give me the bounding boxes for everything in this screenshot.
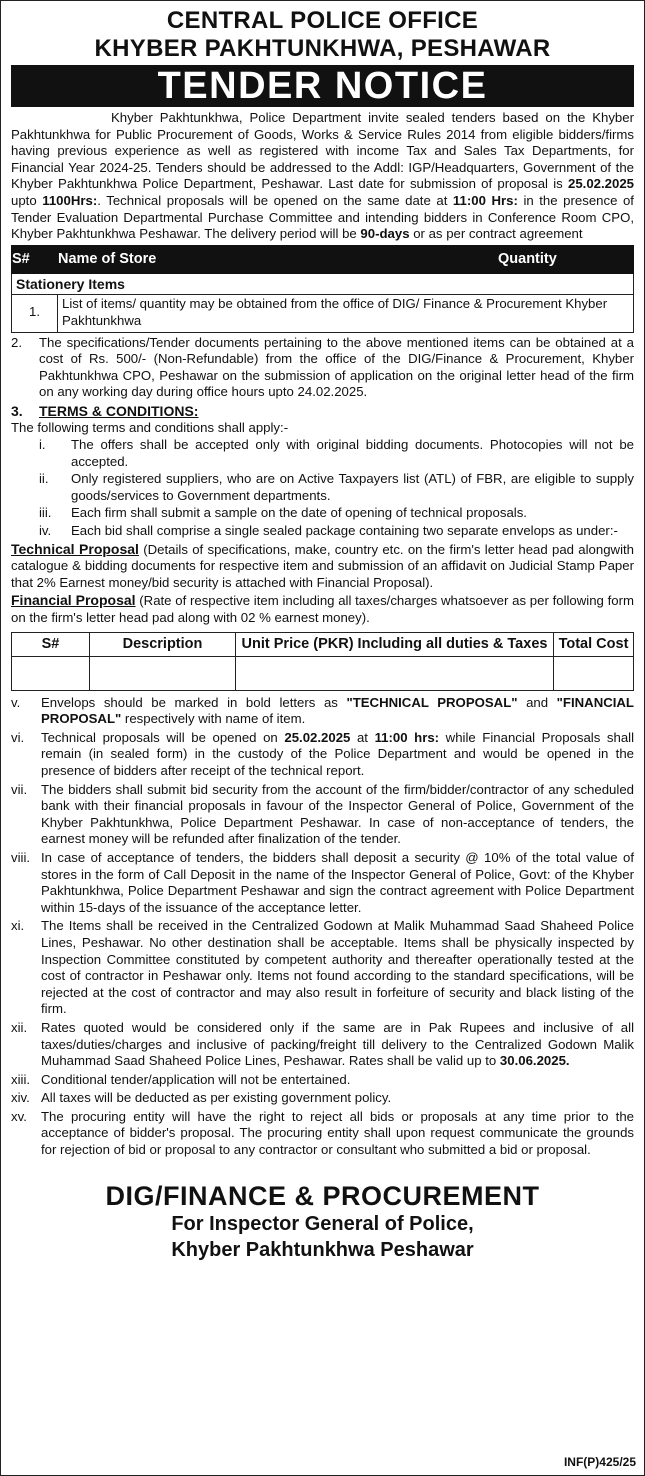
office-location: KHYBER PAKHTUNKHWA, PESHAWAR (94, 35, 551, 62)
conditions-list (11, 695, 634, 1159)
list-item: iii. Each firm shall submit a sample on the date of opening of technical proposals. (39, 505, 527, 521)
list-item: xv. The procuring entity will have the right to reject all bids or proposals at any time prior to the acceptance of bidder's proposal. The procuring entity shall upon request communicate the grounds for rejection of bid or proposal to any contractor or consultant who submitted a bid or proposal. (11, 1108, 634, 1158)
section-label: Stationery Items (12, 273, 634, 295)
item-2 (11, 335, 634, 401)
list-item: iv. Each bid shall comprise a single sealed package containing two separate envelops as under:- (39, 523, 618, 539)
reference-number: INF(P)425/25 (563, 1455, 636, 1469)
list-item: vii. The bidders shall submit bid security from the account of the firm/bidder/contractor of any scheduled bank with their financial proposals in favour of the Inspector General of Police, Government of the Khyber Pakhtunkhwa, Police Department Peshawar. In case of non-acceptance of tenders, the earnest money will be refunded after finalization of the tender. (11, 781, 634, 847)
list-item: v. Envelops should be marked in bold letters as "TECHNICAL PROPOSAL" and "FINANCIAL PROPOSAL" respectively with name of item. (11, 694, 634, 727)
signatory-on-behalf: For Inspector General of Police, (171, 1212, 474, 1235)
list-item: xiii. Conditional tender/application will not be entertained. (11, 1071, 351, 1087)
section-row (12, 273, 634, 295)
financial-proposal: Financial Proposal (Rate of respective item including all taxes/charges whatsoever as per following form on the firm's letter head pad along with 02 % earnest money). (11, 592, 634, 626)
list-item: xi. The Items shall be received in the Centralized Godown at Malik Muhammad Saad Shaheed Police Lines, Peshawar. No other destination shall be acceptable. Items shall be physically inspected by Inspection Committee constituted by competent authority and thereafter operationally tested at the cost of contractor in Peshawar only. Items not found according to the standard specifications, will be rejected at the cost of contractor and may also result in forfeiture of security and black listing of the firm. (11, 918, 634, 1017)
list-item: vi. Technical proposals will be opened on 25.02.2025 at 11:00 hrs: while Financial Proposals shall remain (in sealed form) in the custody of the Police Department and would be opened in the presence of bidders after receipt of the technical report. (11, 729, 635, 778)
list-item: i. The offers shall be accepted only with original bidding documents. Photocopies will not be accepted. (39, 437, 634, 469)
table-row (12, 295, 634, 332)
price-table-header: S# Description Unit Price (PKR) Including all duties & Taxes Total Cost (12, 632, 634, 656)
list-item: xiv. All taxes will be deducted as per existing government policy. (11, 1090, 392, 1106)
item-2-text: The specifications/Tender documents pertaining to the above mentioned items can be obtained at a cost of Rs. 500/- (Non-Refundable) from the office of the DIG/Finance & Procurement, Khyber Pakhtunkhwa CPO, Peshawar on the submission of application on the original letter head of the firm on any working day during office hours upto 24.02.2025. (39, 334, 634, 400)
intro-paragraph: Khyber Pakhtunkhwa, Police Department invite sealed tenders based on the Khyber Pakhtunkhwa for Public Procurement of Goods, Works & Service Rules 2014 from eligible bidders/firms having previous experience as well as registered with income Tax and Sales Tax Departments, for Financial Year 2024-25. Tenders should be addressed to the Addl: IGP/Headquarters, Government of the Khyber Pakhtunkhwa Police Department, Peshawar. Last date for submission of proposal is 25.02.2025 upto 1100Hrs:. Technical proposals will be opened on the same date at 11:00 Hrs: in the presence of Tender Evaluation Departmental Purchase Committee and intending bidders in Conference Room CPO, Khyber Pakhtunkhwa Peshawar. The delivery period will be 90-days or as per contract agreement (11, 110, 634, 242)
store-table-header (12, 245, 634, 273)
row-number: 1. (12, 295, 58, 332)
technical-proposal: Technical Proposal (Details of specifications, make, country etc. on the firm's letter head pad alongwith catalogue & bidding documents for respective item and submission of an affidavit on Judicial Stamp Paper that 2% Earnest money/bid security is attached with Financial Proposal). (11, 540, 634, 590)
signatory-location: Khyber Pakhtunkhwa Peshawar (171, 1238, 474, 1261)
list-item: ii. Only registered suppliers, who are on Active Taxpayers list (ATL) of FBR, are eligible to supply goods/services to Government departments. (39, 471, 634, 503)
table-row (12, 656, 634, 690)
row-description: List of items/ quantity may be obtained from the office of DIG/ Finance & Procurement Khyber Pakhtunkhwa (58, 295, 634, 332)
terms-heading: 3. TERMS & CONDITIONS: (11, 402, 199, 419)
list-item: xii. Rates quoted would be considered only if the same are in Pak Rupees and inclusive of all taxes/duties/charges and inclusive of packing/freight till delivery to the Centralized Godown Malik Muhammad Saad Shaheed Police Lines, Peshawar. Rates shall be valid up to 30.06.2025. (11, 1019, 634, 1069)
notice-body (1, 110, 644, 1263)
signatory-title: DIG/FINANCE & PROCUREMENT (105, 1180, 540, 1211)
col-name-of-store: Name of Store (58, 245, 498, 273)
office-name: CENTRAL POLICE OFFICE (166, 7, 479, 34)
price-table (11, 632, 634, 691)
col-quantity: Quantity (498, 245, 634, 273)
list-item: viii. In case of acceptance of tenders, the bidders shall deposit a security @ 10% of the total value of stores in the form of Call Deposit in the name of the Inspector General of Police, Govt: of the Khyber Pakhtunkhwa, Police Department Peshawar and sign the contract agreement with Police Department within 15-days of the issuance of the acceptance letter. (11, 849, 634, 915)
store-table (11, 245, 634, 333)
col-serial: S# (12, 245, 58, 273)
notice-title: TENDER NOTICE (11, 65, 634, 107)
terms-lead: The following terms and conditions shall apply:- (11, 419, 289, 435)
signature-block (11, 1181, 634, 1263)
item-2-number: 2. (11, 334, 22, 350)
